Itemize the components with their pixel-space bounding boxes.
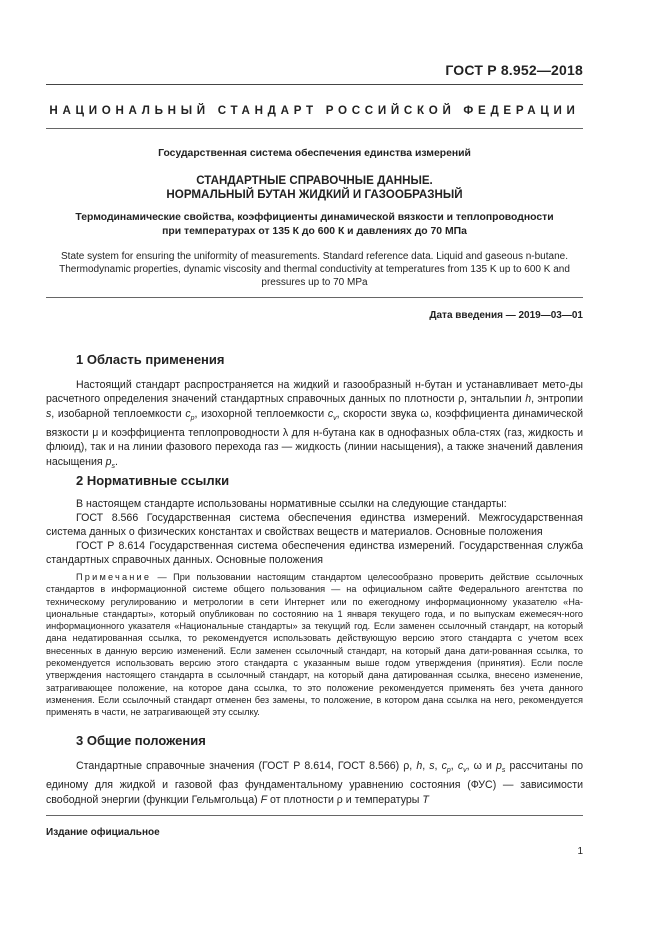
section2-heading: 2 Нормативные ссылки [76,473,230,488]
section3-heading: 3 Общие положения [76,733,206,748]
section1-paragraph: Настоящий стандарт распространяется на жидкий и газообразный н-бутан и устанавливает мето-ды расчетного определения значений стандартных справочных данных по плотности ρ, энтальпии h, энтропии s, изобарной теплоемкости $c_p$, изохорной теплоемкости $c_v$, скорости звука ω, коэффициента динамической вязкости μ и коэффициента теплопроводности λ для н-бутана как в однофазных обла-стях (газ, жидкость и флюид), так и на линии фазового перехода газ — жидкость (линии насыщения), а также значений давления насыщения $p_s$. [46,379,584,470]
section2-intro: В настоящем стандарте использованы нормативные ссылки на следующие стандарты: [76,498,507,510]
state-system-title: Государственная система обеспечения единства измерений [158,148,471,159]
note-label: Примечание [76,572,152,582]
subtitle-line1: Термодинамические свойства, коэффициенты динамической вязкости и теплопроводности [75,212,554,223]
intro-date: Дата введения — 2019—03—01 [429,310,583,321]
reference-gost-8566: ГОСТ 8.566 Государственная система обеспечения единства измерений. Межгосударственная система данных о физических константах и свойствах веществ и материалов. Основные положения [46,512,583,539]
document-title-line1: СТАНДАРТНЫЕ СПРАВОЧНЫЕ ДАННЫЕ. [196,174,433,187]
english-line2: Thermodynamic properties, dynamic viscosity and thermal conductivity at temperatures from 135 K up to 600 K and [59,264,570,275]
title-rule-top [46,128,583,129]
title-rule-bottom [46,297,583,298]
section2-note: Примечание — При пользовании настоящим стандартом целесообразно проверить действие ссылочных стандартов в информационной системе общего пользования — на официальном сайте Федерального агентства по техническому регулированию и метрологии в сети Интернет или по ежегодному информационному указателю «На-циональные стандарты», который опубликован по состоянию на 1 января текущего года, и по выпускам ежемесяч-ного информационного указателя «Национальные стандарты» за текущий год. Если заменен ссылочный стандарт, на который дана недатированная ссылка, то рекомендуется использовать действующую версию этого стандарта с учетом всех внесенных в данную версию изменений. Если заменен ссылочный стандарт, на который дана дати-рованная ссылка, то рекомендуется использовать версию этого стандарта с указанным выше годом утверждения (принятия). Если после утверждения настоящего стандарта в ссылочный стандарт, на который дана датированная ссылка, внесено изменение, затрагивающее положение, на которое дана ссылка, то это положение рекомендуется применять без учета данного изменения. Если ссылочный стандарт отменен без замены, то положение, в котором дана ссылка на него, рекомендуется применять в части, не затрагивающей эту ссылку. [46,572,583,718]
document-title-line2: НОРМАЛЬНЫЙ БУТАН ЖИДКИЙ И ГАЗООБРАЗНЫЙ [166,188,463,201]
reference-gost-r-8614: ГОСТ Р 8.614 Государственная система обеспечения единства измерений. Государственная служба стандартных справочных данных. Основные положения [46,540,583,567]
english-line3: pressures up to 70 MPa [261,277,368,288]
header-rule [46,84,583,85]
subtitle-line2: при температурах от 135 К до 600 К и давлениях до 70 МПа [162,226,467,237]
national-standard-title: НАЦИОНАЛЬНЫЙ СТАНДАРТ РОССИЙСКОЙ ФЕДЕРАЦИИ [49,104,580,117]
section3-paragraph: Стандартные справочные значения (ГОСТ Р 8.614, ГОСТ 8.566) ρ, h, s, $c_p$, $c_v$, ω и $p_s$ рассчитаны по единому для жидкой и газовой фаз фундаментальному уравнению состояния (ФУС) — зависимости свободной энергии (функции Гельмгольца) F от плотности ρ и температуры T [46,760,583,806]
section1-heading: 1 Область применения [76,352,225,367]
document-subtitle [46,211,583,239]
english-title [46,250,583,289]
page-number: 1 [577,846,583,857]
edition-label: Издание официальное [46,827,160,838]
footer-rule [46,815,583,816]
english-line1: State system for ensuring the uniformity of measurements. Standard reference data. Liquid and gaseous n-butane. [61,251,568,262]
gost-code: ГОСТ Р 8.952—2018 [445,62,583,78]
